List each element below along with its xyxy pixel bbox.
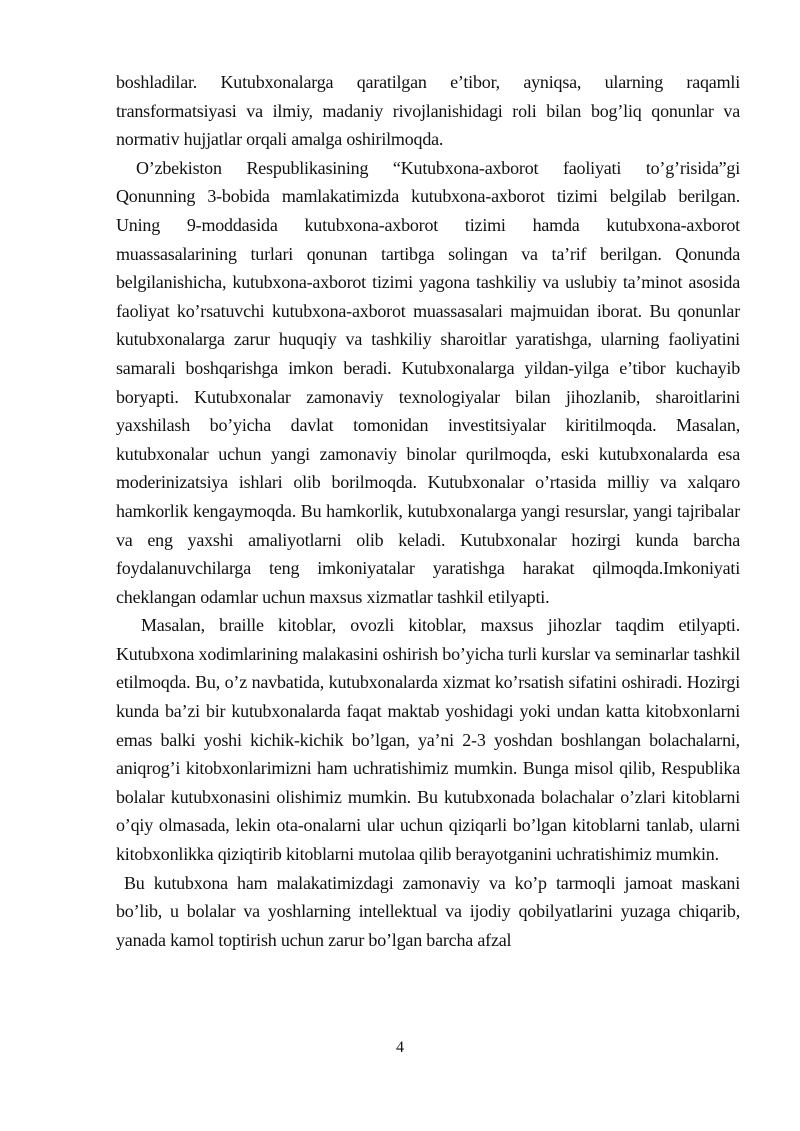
paragraph-law: O’zbekiston Respublikasining “Kutubxona-axborot faoliyati to’g’risida”gi Qonunning 3-bobida mamlakatimizda kutubxona-axborot tizimi belgilab berilgan. Uning 9-moddasida kutubxona-axborot tizimi hamda kutubxona-axborot muassasalarining turlari qonunan tartibga solingan va ta’rif berilgan. Qonunda belgilanishicha, kutubxona-axborot tizimi yagona tashkiliy va uslubiy ta’minot asosida faoliyat ko’rsatuvchi kutubxona-axborot muassasalari majmuidan iborat. Bu qonunlar kutubxonalarga zarur huquqiy va tashkiliy sharoitlar yaratishga, ularning faoliyatini samarali boshqarishga imkon beradi. Kutubxonalarga yildan-yilga e’tibor kuchayib boryapti. Kutubxonalar zamonaviy texnologiyalar bilan jihozlanib, sharoitlarini yaxshilash bo’yicha davlat tomonidan investitsiyalar kiritilmoqda. Masalan, kutubxonalar uchun yangi zamonaviy binolar qurilmoqda, eski kutubxonalarda esa moderinizatsiya ishlari olib borilmoqda. Kutubxonalar o’rtasida milliy va xalqaro hamkorlik kengaymoqda. Bu hamkorlik, kutubxonalarga yangi resurslar, yangi tajribalar va eng yaxshi amaliyotlarni olib keladi. Kutubxonalar hozirgi kunda barcha foydalanuvchilarga teng imkoniyatalar yaratishga harakat qilmoqda.Imkoniyati cheklangan odamlar uchun maxsus xizmatlar tashkil etilyapti.	[116, 157, 740, 607]
body-text	[116, 68, 740, 954]
paragraph-library-hub: Bu kutubxona ham malakatimizdagi zamonaviy va ko’p tarmoqli jamoat maskani bo’lib, u bolalar va yoshlarning intellektual va ijodiy qobilyatlarini yuzaga chiqarib, yanada kamol toptirish uchun zarur bo’lgan barcha afzal	[116, 872, 740, 950]
page-number: 4	[396, 1039, 404, 1056]
paragraph-services: Masalan, braille kitoblar, ovozli kitoblar, maxsus jihozlar taqdim etilyapti. Kutubxona xodimlarining malakasini oshirish bo’yicha turli kurslar va seminarlar tashkil etilmoqda. Bu, o’z navbatida, kutubxonalarda xizmat ko’rsatish sifatini oshiradi. Hozirgi kunda ba’zi bir kutubxonalarda faqat maktab yoshidagi yoki undan katta kitobxonlarni emas balki yoshi kichik-kichik bo’lgan, ya’ni 2-3 yoshdan boshlangan bolachalarni, aniqrog’i kitobxonlarimizni ham uchratishimiz mumkin. Bunga misol qilib, Respublika bolalar kutubxonasini olishimiz mumkin. Bu kutubxonada bolachalar o’zlari kitoblarni o’qiy olmasada, lekin ota-onalarni ular uchun qiziqarli bo’lgan kitoblarni tanlab, ularni kitobxonlikka qiziqtirib kitoblarni mutolaa qilib berayotganini uchratishimiz mumkin.	[116, 615, 740, 865]
paragraph-continued: boshladilar. Kutubxonalarga qaratilgan e’tibor, ayniqsa, ularning raqamli transformatsiyasi va ilmiy, madaniy rivojlanishidagi roli bilan bog’liq qonunlar va normativ hujjatlar orqali amalga oshirilmoqda.	[116, 72, 740, 150]
